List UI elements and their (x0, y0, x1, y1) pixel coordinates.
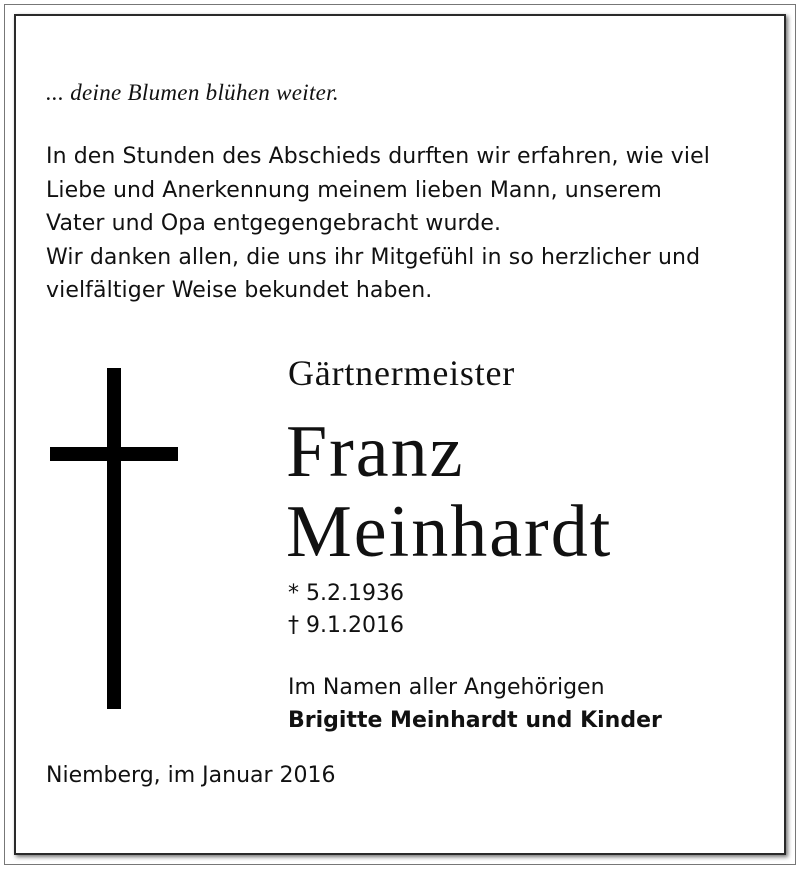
thanks-line: Liebe und Anerkennung meinem lieben Mann, unserem (46, 177, 662, 203)
intro-quote: ... deine Blumen blühen weiter. (46, 80, 339, 105)
deceased-profession: Gärtnermeister (288, 353, 516, 393)
thanks-line: In den Stunden des Abschieds durften wir erfahren, wie viel (46, 144, 710, 169)
deceased-last-name: Meinhardt (286, 491, 613, 573)
signoff-intro: Im Namen aller Angehörigen (288, 675, 605, 700)
signoff (288, 671, 662, 737)
thanks-line: Wir danken allen, die uns ihr Mitgefühl in so herzlicher und (46, 244, 701, 270)
deceased-first-name: Franz (286, 411, 465, 493)
birth-date: * 5.2.1936 (288, 581, 404, 606)
death-date: † 9.1.2016 (288, 613, 404, 638)
thanks-paragraph (46, 140, 766, 308)
thanks-line: Vater und Opa entgegengebracht wurde. (46, 211, 502, 236)
signoff-names: Brigitte Meinhardt und Kinder (288, 708, 662, 733)
cross-horizontal-bar (50, 447, 178, 461)
place-and-date: Niemberg, im Januar 2016 (46, 763, 336, 788)
thanks-line: vielfältiger Weise bekundet haben. (46, 278, 433, 303)
life-dates (288, 578, 404, 642)
cross-vertical-bar (107, 368, 121, 709)
